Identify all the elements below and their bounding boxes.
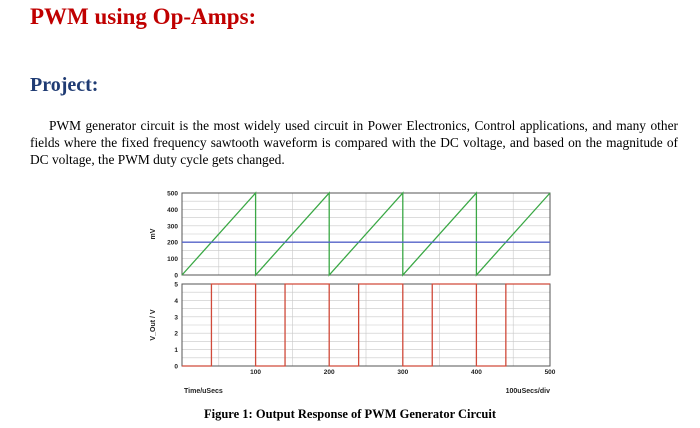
document-title: PWM using Op-Amps:	[30, 4, 257, 29]
bottom-y-tick-label: 1	[174, 347, 178, 355]
top-y-tick-label: 400	[167, 206, 178, 214]
x-tick-label: 400	[470, 369, 482, 376]
bottom-y-tick-label: 2	[174, 330, 178, 338]
top-y-tick-label: 100	[167, 256, 178, 264]
top-y-tick-label: 300	[167, 223, 178, 231]
section-heading: Project:	[30, 74, 99, 96]
top-y-tick-label: 500	[167, 190, 178, 198]
top-y-tick-label: 0	[174, 272, 178, 280]
top-y-axis-label: mV	[150, 228, 157, 240]
x-tick-label: 500	[544, 369, 556, 376]
bottom-y-axis-label: V_Out / V	[150, 309, 157, 341]
x-tick-label: 200	[323, 369, 335, 376]
bottom-y-tick-label: 5	[174, 281, 178, 289]
bottom-panel-grid	[182, 284, 550, 366]
x-tick-label: 100	[250, 369, 262, 376]
bottom-y-tick-label: 4	[174, 297, 178, 305]
bottom-y-tick-label: 3	[174, 314, 178, 322]
bottom-y-tick-label: 0	[174, 363, 178, 371]
top-y-tick-label: 200	[167, 239, 178, 247]
x-unit-label: 100uSecs/div	[505, 388, 550, 395]
figure-caption: Figure 1: Output Response of PWM Generator Circuit	[204, 407, 496, 421]
x-tick-label: 300	[397, 369, 409, 376]
x-axis-label: Time/uSecs	[184, 388, 223, 395]
body-paragraph: PWM generator circuit is the most widely used circuit in Power Electronics, Control applications, and many other fields where the fixed frequency sawtooth waveform is compared with the DC voltage, and based on the magnitude of DC voltage, the PWM duty cycle gets changed.	[30, 118, 678, 167]
